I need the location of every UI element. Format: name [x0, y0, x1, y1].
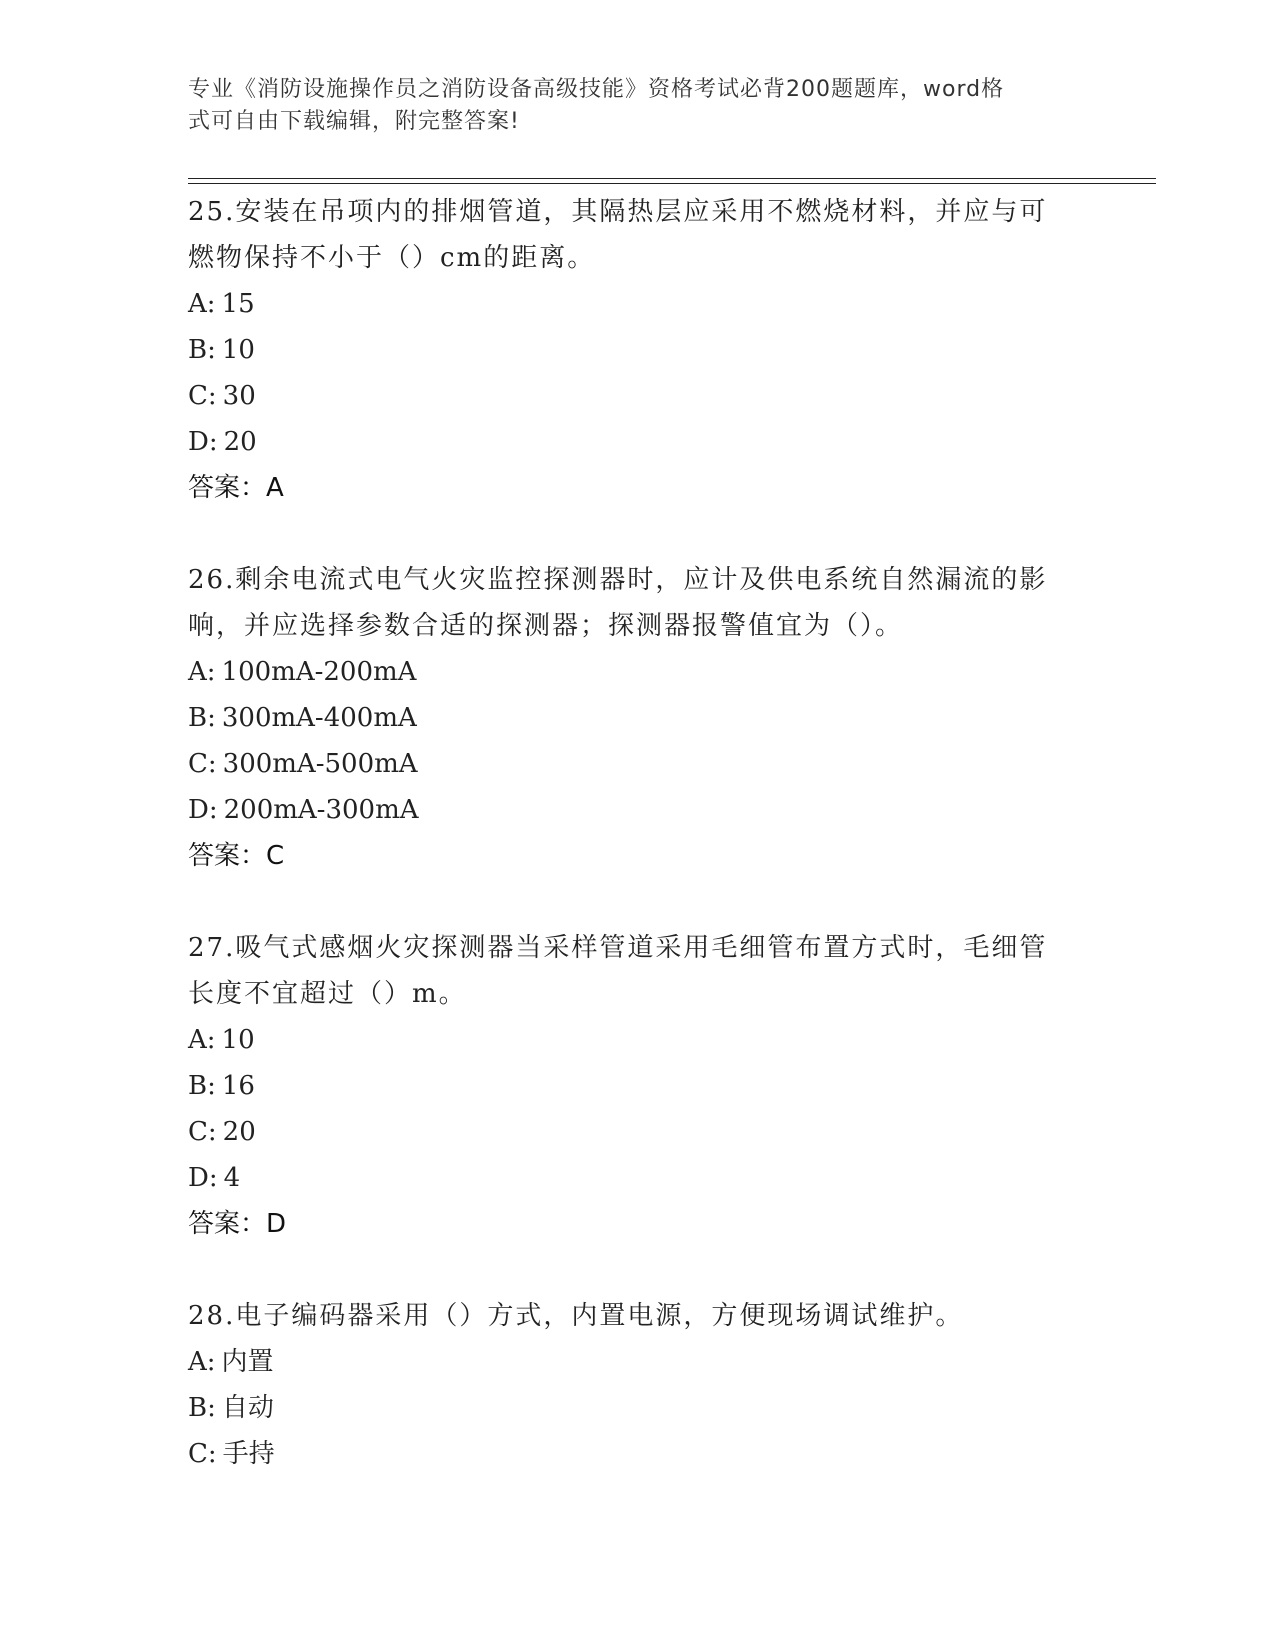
- option-value: 16: [221, 1071, 255, 1101]
- option-letter: B:: [188, 703, 216, 733]
- question-stem-line: 25.安装在吊项内的排烟管道，其隔热层应采用不燃烧材料，并应与可: [188, 197, 1048, 227]
- header-divider-top: [188, 178, 1156, 179]
- option-b: [188, 695, 1088, 741]
- option-a: [188, 1017, 1088, 1063]
- option-letter: A:: [188, 289, 216, 319]
- option-b: [188, 327, 1088, 373]
- option-value: 100mA-200mA: [221, 657, 417, 687]
- option-value: 200mA-300mA: [223, 795, 419, 825]
- question-stem-line: 燃物保持不小于（）cm的距离。: [188, 243, 596, 273]
- question-27: [188, 925, 1088, 1247]
- option-value: 10: [221, 1025, 255, 1055]
- question-list: [188, 189, 1088, 1477]
- option-letter: A:: [188, 1347, 216, 1377]
- question-stem-line: 27.吸气式感烟火灾探测器当采样管道采用毛细管布置方式时，毛细管: [188, 933, 1048, 963]
- question-28: [188, 1293, 1088, 1477]
- option-value: 20: [222, 1117, 256, 1147]
- question-26: [188, 557, 1088, 879]
- option-c: [188, 1109, 1088, 1155]
- header-divider-bottom: [188, 183, 1156, 184]
- document-header: [188, 74, 1068, 138]
- option-letter: C:: [188, 1439, 217, 1469]
- option-c: [188, 373, 1088, 419]
- option-letter: D:: [188, 1163, 218, 1193]
- question-stem: [188, 189, 1088, 281]
- option-value: 15: [221, 289, 255, 319]
- option-letter: D:: [188, 427, 218, 457]
- option-letter: B:: [188, 1393, 216, 1423]
- question-stem-line: 26.剩余电流式电气火灾监控探测器时，应计及供电系统自然漏流的影: [188, 565, 1048, 595]
- question-gap: [188, 511, 1088, 557]
- option-c: [188, 741, 1088, 787]
- answer-label: 答案：C: [188, 841, 285, 871]
- option-value: 内置: [221, 1347, 274, 1377]
- option-letter: C:: [188, 749, 217, 779]
- option-b: [188, 1385, 1088, 1431]
- question-stem-line: 长度不宜超过（）m。: [188, 979, 467, 1009]
- option-a: [188, 649, 1088, 695]
- option-value: 自动: [221, 1393, 274, 1423]
- question-gap: [188, 1247, 1088, 1293]
- option-letter: B:: [188, 1071, 216, 1101]
- answer-label: 答案：D: [188, 1209, 287, 1239]
- option-value: 4: [223, 1163, 241, 1193]
- question-stem-line: 28.电子编码器采用（）方式，内置电源，方便现场调试维护。: [188, 1301, 964, 1331]
- option-value: 20: [223, 427, 257, 457]
- question-stem-line: 响，并应选择参数合适的探测器；探测器报警值宜为（）。: [188, 611, 904, 641]
- option-value: 300mA-500mA: [222, 749, 418, 779]
- header-line-2: 式可自由下载编辑，附完整答案!: [188, 109, 520, 134]
- option-letter: C:: [188, 1117, 217, 1147]
- option-letter: C:: [188, 381, 217, 411]
- option-value: 10: [221, 335, 255, 365]
- question-gap: [188, 879, 1088, 925]
- question-stem: [188, 557, 1088, 649]
- option-value: 300mA-400mA: [221, 703, 417, 733]
- question-25: [188, 189, 1088, 511]
- option-c: [188, 1431, 1088, 1477]
- option-letter: A:: [188, 1025, 216, 1055]
- question-stem: [188, 1293, 1088, 1339]
- answer-label: 答案：A: [188, 473, 284, 503]
- option-b: [188, 1063, 1088, 1109]
- option-letter: D:: [188, 795, 218, 825]
- question-stem: [188, 925, 1088, 1017]
- option-value: 30: [222, 381, 256, 411]
- option-value: 手持: [222, 1439, 275, 1469]
- option-d: [188, 787, 1088, 833]
- option-letter: B:: [188, 335, 216, 365]
- option-letter: A:: [188, 657, 216, 687]
- option-d: [188, 419, 1088, 465]
- option-d: [188, 1155, 1088, 1201]
- header-line-1: 专业《消防设施操作员之消防设备高级技能》资格考试必背200题题库，word格: [188, 77, 1005, 102]
- option-a: [188, 281, 1088, 327]
- option-a: [188, 1339, 1088, 1385]
